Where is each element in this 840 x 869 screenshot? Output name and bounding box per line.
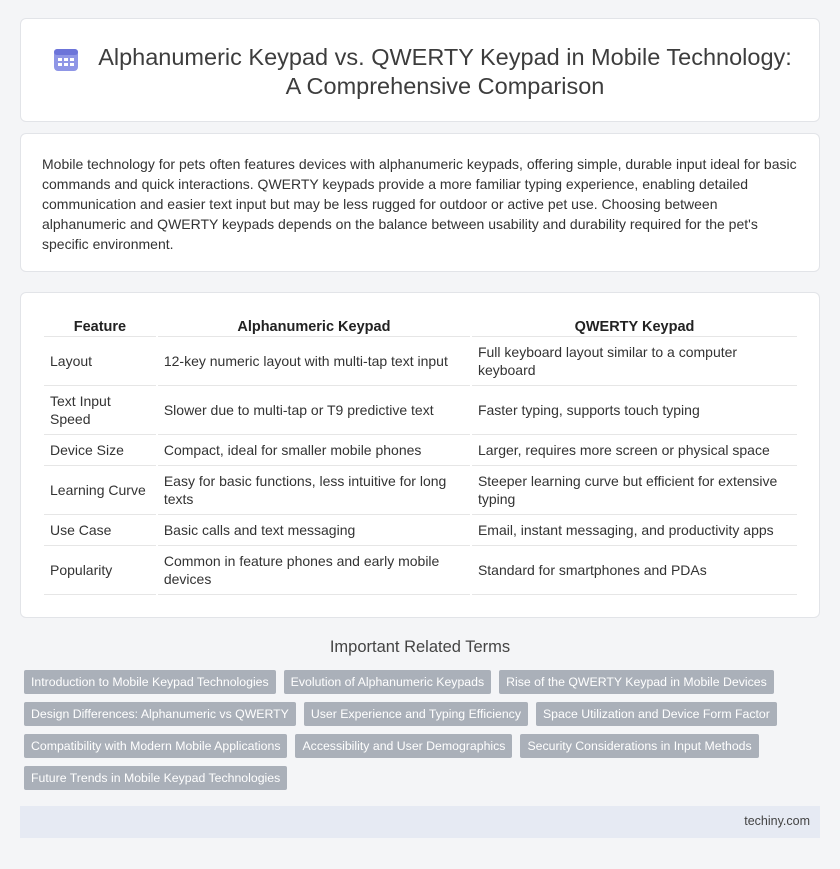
qwerty-cell: Larger, requires more screen or physical space <box>472 435 797 466</box>
calendar-grid-icon <box>53 47 79 73</box>
title-card <box>20 18 820 122</box>
alphanumeric-cell: Easy for basic functions, less intuitive for long texts <box>158 466 470 515</box>
feature-cell: Use Case <box>44 515 156 546</box>
header <box>21 43 821 101</box>
related-term-tag[interactable]: Compatibility with Modern Mobile Applications <box>24 734 287 758</box>
table-row <box>44 466 797 515</box>
feature-cell: Layout <box>44 337 156 386</box>
related-term-tag[interactable]: Space Utilization and Device Form Factor <box>536 702 777 726</box>
intro-paragraph: Mobile technology for pets often features devices with alphanumeric keypads, offering simple, durable input ideal for basic commands and quick interactions. QWERTY keypads provide a more familiar typing experience, enabling detailed communication and easier text input but may be less rugged for outdoor or active pet use. Choosing between alphanumeric and QWERTY keypads depends on the balance between usability and durability required for the pet's specific environment. <box>42 156 797 252</box>
related-term-tag[interactable]: Evolution of Alphanumeric Keypads <box>284 670 491 694</box>
related-terms-list <box>24 670 804 798</box>
related-terms-title: Important Related Terms <box>329 638 511 656</box>
site-link[interactable]: techiny.com <box>744 814 810 828</box>
alphanumeric-cell: Compact, ideal for smaller mobile phones <box>158 435 470 466</box>
comparison-table <box>42 315 799 595</box>
feature-cell: Device Size <box>44 435 156 466</box>
alphanumeric-cell: Basic calls and text messaging <box>158 515 470 546</box>
table-row <box>44 546 797 595</box>
qwerty-cell: Email, instant messaging, and productivity apps <box>472 515 797 546</box>
column-header-alphanumeric: Alphanumeric Keypad <box>158 315 470 337</box>
alphanumeric-cell: 12-key numeric layout with multi-tap text input <box>158 337 470 386</box>
alphanumeric-cell: Common in feature phones and early mobile devices <box>158 546 470 595</box>
page-title: Alphanumeric Keypad vs. QWERTY Keypad in Mobile Technology: A Comprehensive Comparison <box>98 44 792 99</box>
feature-cell: Learning Curve <box>44 466 156 515</box>
column-header-qwerty: QWERTY Keypad <box>472 315 797 337</box>
comparison-card <box>20 292 820 618</box>
qwerty-cell: Faster typing, supports touch typing <box>472 386 797 435</box>
related-term-tag[interactable]: Design Differences: Alphanumeric vs QWERTY <box>24 702 296 726</box>
related-term-tag[interactable]: Security Considerations in Input Methods <box>520 734 758 758</box>
table-row <box>44 386 797 435</box>
table-row <box>44 515 797 546</box>
qwerty-cell: Steeper learning curve but efficient for extensive typing <box>472 466 797 515</box>
feature-cell: Popularity <box>44 546 156 595</box>
table-row <box>44 435 797 466</box>
table-header-row <box>44 315 797 337</box>
related-term-tag[interactable]: Introduction to Mobile Keypad Technologies <box>24 670 276 694</box>
qwerty-cell: Standard for smartphones and PDAs <box>472 546 797 595</box>
column-header-feature: Feature <box>44 315 156 337</box>
qwerty-cell: Full keyboard layout similar to a computer keyboard <box>472 337 797 386</box>
footer <box>20 806 820 838</box>
related-term-tag[interactable]: Accessibility and User Demographics <box>295 734 512 758</box>
related-term-tag[interactable]: Future Trends in Mobile Keypad Technologies <box>24 766 287 790</box>
alphanumeric-cell: Slower due to multi-tap or T9 predictive text <box>158 386 470 435</box>
related-term-tag[interactable]: Rise of the QWERTY Keypad in Mobile Devices <box>499 670 774 694</box>
feature-cell: Text Input Speed <box>44 386 156 435</box>
related-term-tag[interactable]: User Experience and Typing Efficiency <box>304 702 528 726</box>
intro-card <box>20 133 820 272</box>
table-row <box>44 337 797 386</box>
